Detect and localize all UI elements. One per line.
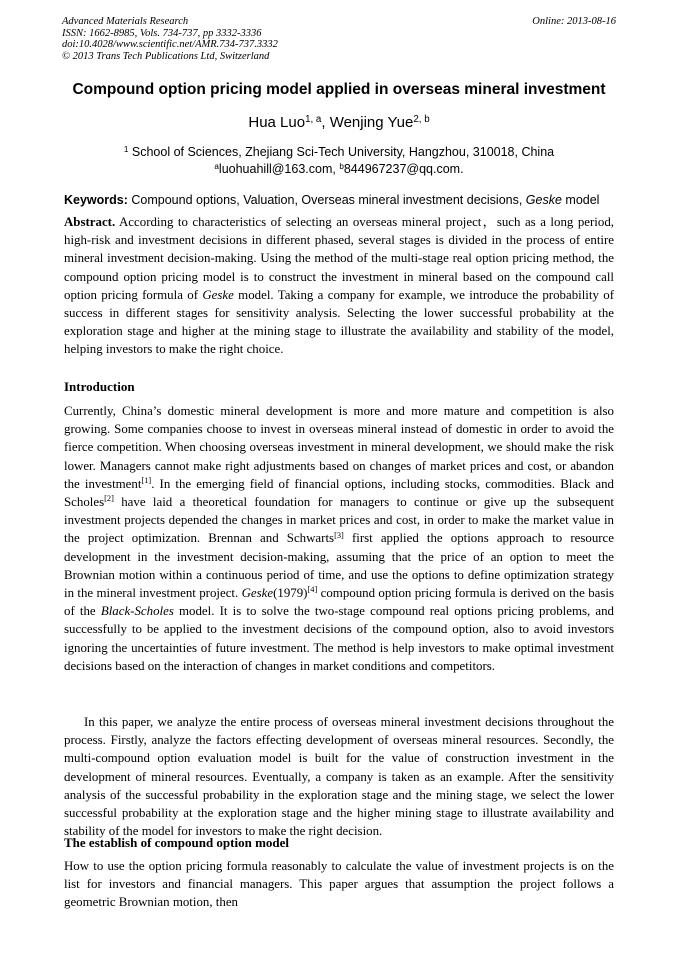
online-date: Online: 2013-08-16	[532, 16, 616, 27]
email-line	[40, 161, 638, 178]
intro-paragraph-2: In this paper, we analyze the entire process of overseas mineral investment decisions throughout the process. Firstly, analyze the factors effecting development of overseas mineral resources. Secondly, the multi-compound option evaluation model is built for the value of construction investment in the development of mineral resources. Eventually, a company is taken as an example. After the sensitivity analysis of the successful probability in the exploration stage and the mining stage, we select the lower successful probability at the exploration stage and the higher mining stage to illustrate availability and stability of the model for investors to make the right decision.	[64, 715, 614, 839]
author-2: Wenjing Yue	[329, 114, 414, 131]
section2-paragraph-1: How to use the option pricing formula reasonably to calculate the value of investment projects is on the list for investors and financial managers. This paper argues that assumption the project follows a geometric Brownian motion, then	[64, 859, 614, 910]
issn-line: ISSN: 1662-8985, Vols. 734-737, pp 3332-3336	[62, 27, 262, 39]
ref-3[interactable]: [3]	[334, 530, 344, 540]
keywords-italic: Geske	[525, 193, 562, 207]
abstract-text-2: model. Taking a company for example, we introduce the probability of success in different stages for sensitivity analysis. Selecting the lower successful probability at the exploration stage and higher at the mining stage to illustrate the availability and stability of the model, helping investors to make the right choice.	[64, 287, 614, 357]
intro-text-b: . In the emerging field of financial options, including stocks, commodities. Black and Scholes	[64, 476, 614, 510]
ref-2[interactable]: [2]	[104, 494, 114, 504]
intro-text-c: have laid a theoretical foundation for managers to continue or give up the subsequent investment projects depended the changes in market prices and cost, in order to make the market value in the project optimization. Brennan and Schwarts	[64, 495, 614, 546]
intro-text-d: first applied the options approach to resource development in the investment decision-making, assuming that the price of an option to meet the Brownian motion within a continuous period of time, and use the options to define optimization strategy in the mineral investment project.	[64, 531, 614, 601]
copyright-line: © 2013 Trans Tech Publications Ltd, Switzerland	[62, 50, 270, 62]
author-line	[40, 114, 638, 131]
journal-name: Advanced Materials Research	[62, 16, 189, 27]
email-a-sup: a	[214, 161, 219, 171]
intro-geske: Geske	[241, 586, 274, 601]
affiliation-sup: 1	[123, 144, 129, 154]
doi-line[interactable]: doi:10.4028/www.scientific.net/AMR.734-737.3332	[62, 39, 278, 50]
intro-text-e: (1979)	[273, 586, 308, 601]
journal-header	[62, 16, 616, 62]
intro-text-g: model. It is to solve the two-stage compound real options pricing problems, and successfully to be applied to the investment decisions of the compound option, also to avoid investors ignoring the uncertainties of future investment. The method is help investors to make optimal investment decisions based on the interaction of changes in market conditions and competitors.	[64, 604, 615, 673]
affiliation-text: School of Sciences, Zhejiang Sci-Tech University, Hangzhou, 310018, China	[128, 145, 555, 159]
abstract-italic: Geske	[202, 287, 234, 302]
intro-text-a: Currently, China’s domestic mineral development is more and more mature and competition is also growing. Some companies choose to invest in overseas mineral instead of domestic in order to avoid the fierce competition. When choosing overseas investment in mineral development, we should make the risk lower. Managers cannot make right adjustments based on changes of market prices and cost, or abandon the investment	[64, 404, 614, 491]
intro-paragraph-1	[64, 402, 614, 675]
affiliation-line	[40, 144, 638, 161]
ref-4[interactable]: [4]	[307, 585, 318, 595]
email-b[interactable]: 844967237@qq.com.	[343, 162, 464, 176]
email-b-sup: b	[339, 161, 344, 171]
keywords-label: Keywords:	[64, 193, 128, 207]
abstract-text-1: According to characteristics of selecting an overseas mineral project，such as a long period, high-risk and investment decisions in different phased, several stages is divided in the process of entire mineral investment decision-making. Using the method of the multi-stage real option pricing method, the compound option pricing model is to construct the investment in mineral based on the compound call option pricing formula of	[64, 215, 614, 302]
paper-title: Compound option pricing model applied in overseas mineral investment	[72, 81, 606, 98]
abstract-label: Abstract.	[64, 215, 116, 229]
email-a[interactable]: luohuahill@163.com	[218, 162, 333, 176]
intro-heading: Introduction	[64, 379, 135, 394]
ref-1[interactable]: [1]	[141, 476, 152, 486]
keywords-end: model	[561, 193, 600, 207]
intro-black-scholes: Black-Scholes	[100, 604, 174, 619]
author-1-sup: 1, a	[305, 113, 322, 125]
section2-heading: The establish of compound option model	[64, 835, 290, 850]
affiliation	[40, 144, 638, 178]
abstract	[64, 213, 614, 359]
intro-text-f: compound option pricing formula is derived on the basis of the	[64, 586, 614, 619]
author-separator: ,	[321, 114, 330, 131]
author-2-sup: 2, b	[413, 113, 430, 125]
author-1: Hua Luo	[248, 114, 306, 131]
keywords-text: Compound options, Valuation, Overseas mineral investment decisions,	[127, 193, 526, 207]
keywords	[64, 193, 624, 207]
email-separator: ,	[332, 162, 340, 176]
